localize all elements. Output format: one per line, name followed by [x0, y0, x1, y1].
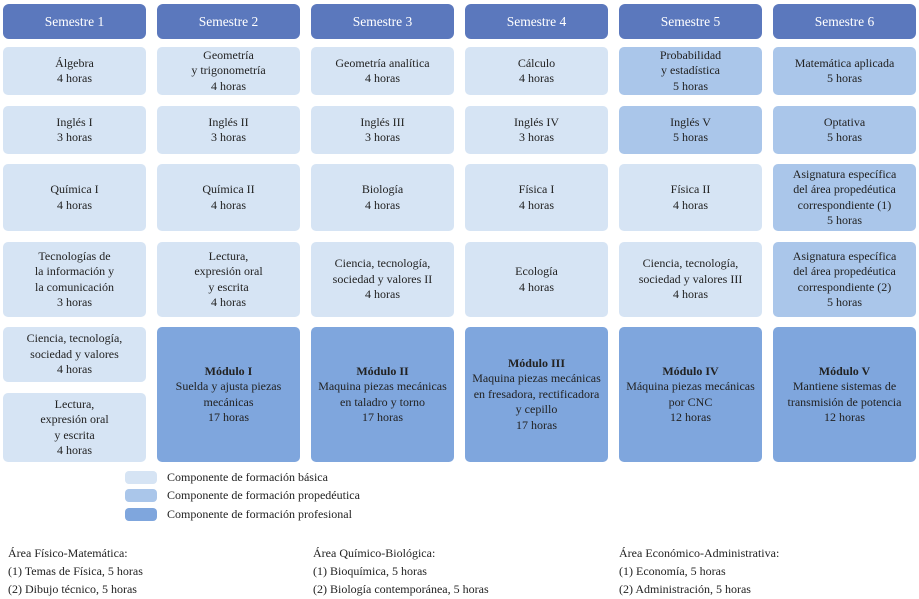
module-title: Módulo III [507, 355, 566, 370]
cell-text-line: mecánicas [203, 394, 254, 409]
subject-cell [3, 242, 146, 317]
cell-text-line: 4 horas [365, 71, 400, 85]
cell-text-line: Física I [518, 182, 555, 196]
cell-text-line: sociedad y valores [30, 346, 119, 361]
subject-cell [157, 47, 300, 95]
cell-text-line: sociedad y valores III [638, 271, 743, 286]
subject-cell [619, 47, 762, 95]
area-item: (2) Dibujo técnico, 5 horas [8, 582, 137, 596]
subject-cell [773, 47, 916, 95]
cell-text-line: Ecología [515, 264, 558, 278]
cell-text-line: expresión oral [194, 264, 263, 278]
cell-text-line: Ciencia, tecnología, [642, 256, 739, 271]
cell-text-line: 4 horas [673, 197, 708, 212]
cell-text-line: 3 horas [365, 130, 400, 144]
cell-text-line: 4 horas [57, 197, 92, 212]
subject-cell [465, 106, 608, 154]
subject-cell [619, 106, 762, 154]
subject-cell [3, 47, 146, 95]
cell-text-line: y escrita [208, 279, 249, 294]
cell-text-line: expresión oral [40, 412, 109, 426]
cell-text-line: 17 horas [362, 410, 403, 424]
cell-text-line: 5 horas [827, 130, 862, 144]
module-title: Módulo V [818, 363, 871, 378]
cell-text-line: Asignatura específica [792, 166, 897, 181]
cell-text-line: Asignatura específica [792, 248, 897, 263]
subject-cell [311, 242, 454, 317]
cell-text-line: Geometría [203, 47, 254, 62]
cell-text-line: 17 horas [208, 410, 249, 424]
legend-swatch [125, 489, 157, 502]
cell-text-line: y estadística [661, 63, 720, 78]
subject-cell [465, 164, 608, 231]
cell-text-line: 12 horas [670, 410, 711, 424]
cell-text-line: Matemática aplicada [794, 55, 895, 70]
cell-text-line: 4 horas [673, 287, 708, 302]
cell-text-line: Suelda y ajusta piezas [175, 379, 282, 393]
cell-text-line: Lectura, [54, 396, 95, 411]
cell-text-line: 3 horas [211, 130, 246, 144]
area-title: Área Económico-Administrativa: [619, 546, 780, 560]
area-title: Área Físico-Matemática: [8, 546, 128, 560]
area-title: Área Químico-Biológica: [313, 546, 436, 560]
cell-text-line: 17 horas [516, 417, 557, 432]
cell-text-line: 3 horas [57, 295, 92, 309]
cell-text-line: y escrita [54, 427, 95, 442]
cell-text-line: Probabilidad [659, 47, 722, 62]
cell-text-line: 5 horas [827, 295, 862, 309]
cell-text-line: 5 horas [827, 71, 862, 85]
cell-text-line: Geometría analítica [335, 55, 430, 70]
cell-text-line: Ciencia, tecnología, [334, 256, 431, 271]
module-title: Módulo II [356, 363, 409, 378]
cell-text-line: Maquina piezas mecánicas [472, 371, 601, 386]
cell-text-line: 3 horas [57, 130, 92, 144]
cell-text-line: Tecnologías de [38, 248, 111, 263]
legend-swatch [125, 508, 157, 521]
subject-cell [311, 164, 454, 231]
cell-text-line: del área propedéutica [793, 264, 896, 278]
semester-header: Semestre 2 [157, 4, 300, 39]
cell-text-line: Inglés I [56, 114, 93, 129]
cell-text-line: Mantiene sistemas de [792, 379, 897, 393]
subject-cell [311, 106, 454, 154]
cell-text-line: 4 horas [519, 71, 554, 85]
cell-text-line: 5 horas [673, 78, 708, 93]
cell-text-line: correspondiente (2) [797, 279, 892, 294]
legend-label: Componente de formación profesional [167, 507, 352, 521]
module-title: Módulo I [204, 363, 253, 378]
cell-text-line: sociedad y valores II [332, 271, 433, 286]
cell-text-line: 4 horas [211, 295, 246, 309]
module-cell [157, 327, 300, 462]
cell-text-line: 12 horas [824, 410, 865, 424]
area-item: (1) Temas de Física, 5 horas [8, 564, 143, 578]
module-cell [773, 327, 916, 462]
subject-cell [773, 164, 916, 231]
cell-text-line: Inglés II [208, 114, 249, 129]
cell-text-line: Inglés IV [514, 114, 559, 129]
cell-text-line: Maquina piezas mecánicas [318, 379, 447, 393]
cell-text-line: Optativa [823, 114, 866, 129]
cell-text-line: por CNC [668, 394, 713, 409]
cell-text-line: Inglés III [360, 114, 405, 129]
cell-text-line: Biología [361, 182, 404, 196]
module-cell [465, 327, 608, 462]
subject-cell [3, 393, 146, 462]
legend-label: Componente de formación propedéutica [167, 488, 360, 502]
cell-text-line: Álgebra [55, 55, 94, 70]
area-item: (1) Bioquímica, 5 horas [313, 564, 427, 578]
cell-text-line: Cálculo [517, 55, 556, 70]
cell-text-line: Química I [50, 182, 99, 196]
cell-text-line: 4 horas [519, 279, 554, 294]
semester-header: Semestre 5 [619, 4, 762, 39]
area-note [619, 544, 779, 598]
cell-text-line: Inglés V [670, 114, 711, 129]
subject-cell [3, 327, 146, 382]
cell-text-line: 4 horas [211, 78, 246, 93]
cell-text-line: 4 horas [365, 197, 400, 212]
cell-text-line: 4 horas [365, 287, 400, 302]
cell-text-line: en fresadora, rectificadora [473, 386, 600, 401]
subject-cell [157, 242, 300, 317]
cell-text-line: Máquina piezas mecánicas [626, 379, 755, 393]
cell-text-line: 4 horas [57, 443, 92, 457]
legend-swatch [125, 471, 157, 484]
cell-text-line: y trigonometría [191, 63, 266, 78]
cell-text-line: la comunicación [35, 279, 114, 294]
cell-text-line: del área propedéutica [793, 182, 896, 196]
module-cell [619, 327, 762, 462]
cell-text-line: 5 horas [827, 213, 862, 227]
cell-text-line: y cepillo [515, 402, 558, 417]
area-item: (1) Economía, 5 horas [619, 564, 726, 578]
cell-text-line: 3 horas [519, 130, 554, 144]
cell-text-line: 4 horas [519, 197, 554, 212]
area-note [313, 544, 489, 598]
cell-text-line: en taladro y torno [340, 394, 425, 409]
subject-cell [465, 47, 608, 95]
subject-cell [773, 242, 916, 317]
semester-header: Semestre 1 [3, 4, 146, 39]
semester-header: Semestre 3 [311, 4, 454, 39]
cell-text-line: la información y [34, 264, 115, 278]
subject-cell [3, 106, 146, 154]
subject-cell [465, 242, 608, 317]
legend-label: Componente de formación básica [167, 470, 328, 484]
subject-cell [619, 242, 762, 317]
subject-cell [3, 164, 146, 231]
cell-text-line: Química II [202, 182, 255, 196]
subject-cell [311, 47, 454, 95]
subject-cell [157, 106, 300, 154]
cell-text-line: 4 horas [211, 197, 246, 212]
area-note [8, 544, 143, 598]
module-title: Módulo IV [662, 363, 719, 378]
cell-text-line: 5 horas [673, 130, 708, 144]
cell-text-line: 4 horas [57, 362, 92, 377]
semester-header: Semestre 4 [465, 4, 608, 39]
subject-cell [773, 106, 916, 154]
module-cell [311, 327, 454, 462]
area-item: (2) Biología contemporánea, 5 horas [313, 582, 489, 596]
cell-text-line: Lectura, [208, 248, 249, 263]
cell-text-line: 4 horas [57, 71, 92, 85]
semester-header: Semestre 6 [773, 4, 916, 39]
cell-text-line: Ciencia, tecnología, [26, 331, 123, 346]
cell-text-line: transmisión de potencia [787, 394, 902, 409]
subject-cell [157, 164, 300, 231]
cell-text-line: correspondiente (1) [797, 197, 892, 212]
subject-cell [619, 164, 762, 231]
area-item: (2) Administración, 5 horas [619, 582, 751, 596]
cell-text-line: Física II [670, 182, 711, 196]
